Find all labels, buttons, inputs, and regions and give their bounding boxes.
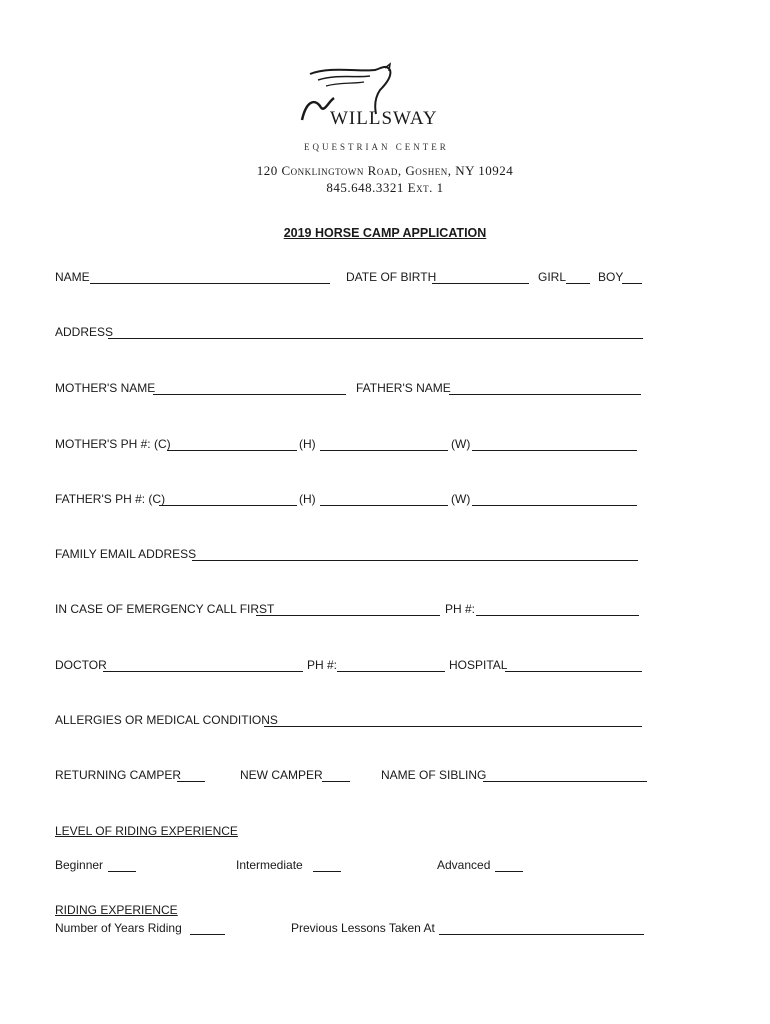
page-title: 2019 HORSE CAMP APPLICATION bbox=[283, 226, 487, 240]
fathers-name-label: FATHER'S NAME bbox=[356, 381, 451, 395]
doctor-ph-label: PH #: bbox=[307, 658, 338, 672]
phone-line: 845.648.3321 Ext. 1 bbox=[326, 180, 444, 195]
years-riding-label: Number of Years Riding bbox=[55, 921, 182, 935]
riding-experience-heading: RIDING EXPERIENCE bbox=[55, 903, 178, 917]
emergency-ph-label: PH #: bbox=[445, 602, 476, 616]
previous-lessons-label: Previous Lessons Taken At bbox=[291, 921, 435, 935]
fathers-work-label: (W) bbox=[451, 492, 471, 506]
willsway-logo bbox=[290, 62, 490, 157]
emergency-field[interactable] bbox=[256, 602, 440, 616]
allergies-field[interactable] bbox=[264, 713, 642, 727]
name-of-sibling-label: NAME OF SIBLING bbox=[381, 768, 487, 782]
hospital-label: HOSPITAL bbox=[449, 658, 508, 672]
name-label: NAME bbox=[55, 270, 90, 284]
fathers-cell-field[interactable] bbox=[159, 492, 297, 506]
girl-field[interactable] bbox=[566, 270, 590, 284]
mothers-cell-field[interactable] bbox=[167, 437, 297, 451]
logo-subtitle: EQUESTRIAN CENTER bbox=[304, 142, 449, 152]
address-label: ADDRESS bbox=[55, 325, 114, 339]
advanced-field[interactable] bbox=[495, 858, 523, 872]
emergency-label: IN CASE OF EMERGENCY CALL FIRST bbox=[55, 602, 275, 616]
fathers-home-field[interactable] bbox=[320, 492, 448, 506]
boy-field[interactable] bbox=[622, 270, 642, 284]
mothers-home-label: (H) bbox=[299, 437, 316, 451]
girl-label: GIRL bbox=[538, 270, 567, 284]
mothers-name-field[interactable] bbox=[153, 381, 346, 395]
name-field[interactable] bbox=[90, 270, 330, 284]
fathers-work-field[interactable] bbox=[472, 492, 637, 506]
mothers-work-label: (W) bbox=[451, 437, 471, 451]
address-field[interactable] bbox=[108, 325, 643, 339]
mothers-work-field[interactable] bbox=[472, 437, 637, 451]
family-email-field[interactable] bbox=[192, 547, 638, 561]
mothers-ph-label: MOTHER'S PH #: (C) bbox=[55, 437, 171, 451]
doctor-ph-field[interactable] bbox=[337, 658, 445, 672]
advanced-label: Advanced bbox=[437, 858, 491, 872]
family-email-label: FAMILY EMAIL ADDRESS bbox=[55, 547, 197, 561]
name-of-sibling-field[interactable] bbox=[483, 768, 647, 782]
returning-camper-field[interactable] bbox=[177, 768, 205, 782]
new-camper-label: NEW CAMPER bbox=[240, 768, 323, 782]
mothers-home-field[interactable] bbox=[320, 437, 448, 451]
allergies-label: ALLERGIES OR MEDICAL CONDITIONS bbox=[55, 713, 278, 727]
doctor-field[interactable] bbox=[103, 658, 303, 672]
mothers-name-label: MOTHER'S NAME bbox=[55, 381, 156, 395]
hospital-field[interactable] bbox=[505, 658, 642, 672]
logo-wordmark: WILLSWAY bbox=[330, 108, 438, 129]
new-camper-field[interactable] bbox=[322, 768, 350, 782]
address-line: 120 Conklingtown Road, Goshen, NY 10924 bbox=[256, 163, 514, 178]
intermediate-label: Intermediate bbox=[236, 858, 303, 872]
riding-level-heading: LEVEL OF RIDING EXPERIENCE bbox=[55, 824, 238, 838]
boy-label: BOY bbox=[598, 270, 624, 284]
date-of-birth-field[interactable] bbox=[432, 270, 529, 284]
intermediate-field[interactable] bbox=[313, 858, 341, 872]
beginner-field[interactable] bbox=[108, 858, 136, 872]
years-riding-field[interactable] bbox=[190, 921, 225, 935]
doctor-label: DOCTOR bbox=[55, 658, 107, 672]
emergency-ph-field[interactable] bbox=[476, 602, 639, 616]
previous-lessons-field[interactable] bbox=[439, 921, 644, 935]
date-of-birth-label: DATE OF BIRTH bbox=[346, 270, 437, 284]
fathers-home-label: (H) bbox=[299, 492, 316, 506]
beginner-label: Beginner bbox=[55, 858, 104, 872]
fathers-name-field[interactable] bbox=[449, 381, 641, 395]
fathers-ph-label: FATHER'S PH #: (C) bbox=[55, 492, 166, 506]
returning-camper-label: RETURNING CAMPER bbox=[55, 768, 182, 782]
